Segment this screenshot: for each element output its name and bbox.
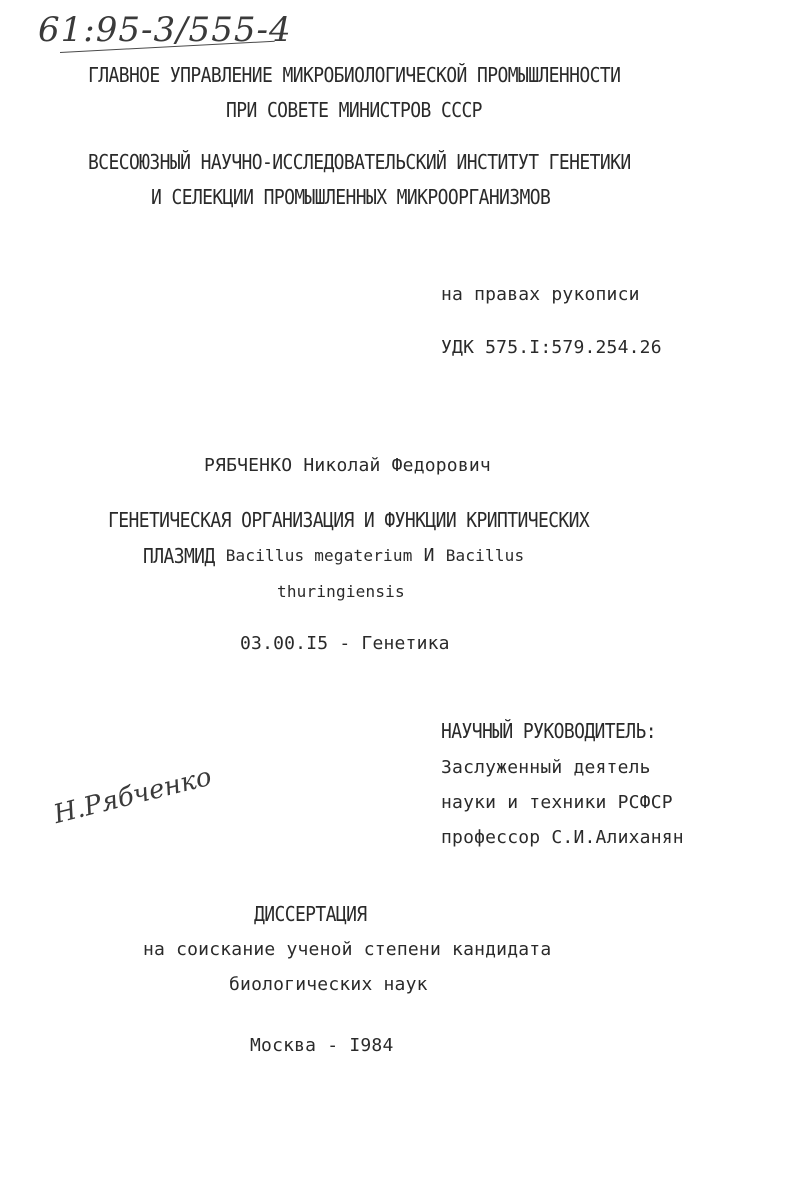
author-signature: Н.Рябченко	[50, 761, 215, 830]
ministry-line-2: ПРИ СОВЕТЕ МИНИСТРОВ СССР	[226, 99, 482, 123]
dissertation-line-1: на соискание ученой степени кандидата	[143, 939, 552, 960]
manuscript-note: на правах рукописи	[441, 284, 640, 305]
specialty-code: 03.00.I5 - Генетика	[240, 633, 450, 654]
title-plasmid-word: ПЛАЗМИД	[143, 545, 215, 569]
title-line-2	[143, 545, 524, 567]
title-line-3: thuringiensis	[277, 582, 405, 601]
dissertation-line-2: биологических наук	[229, 974, 428, 995]
supervisor-line-1: Заслуженный деятель	[441, 757, 651, 778]
supervisor-line-3: профессор С.И.Алиханян	[441, 827, 684, 848]
place-and-year: Москва - I984	[250, 1035, 394, 1056]
title-conjunction: И	[423, 545, 435, 566]
supervisor-heading: НАУЧНЫЙ РУКОВОДИТЕЛЬ:	[441, 720, 656, 744]
dissertation-heading: ДИССЕРТАЦИЯ	[254, 903, 367, 927]
ministry-line-1: ГЛАВНОЕ УПРАВЛЕНИЕ МИКРОБИОЛОГИЧЕСКОЙ ПРОМЫШЛЕННОСТИ	[88, 64, 621, 88]
title-species-megaterium: Bacillus megaterium	[225, 546, 413, 565]
title-line-1: ГЕНЕТИЧЕСКАЯ ОРГАНИЗАЦИЯ И ФУНКЦИИ КРИПТИЧЕСКИХ	[108, 509, 590, 533]
archive-number-handwritten: 61:95-3/555-4	[38, 10, 292, 50]
institute-line-1: ВСЕСОЮЗНЫЙ НАУЧНО-ИССЛЕДОВАТЕЛЬСКИЙ ИНСТИТУТ ГЕНЕТИКИ	[88, 151, 631, 175]
author-name: РЯБЧЕНКО Николай Федорович	[204, 455, 491, 476]
udc-code: УДК 575.I:579.254.26	[441, 337, 662, 358]
institute-line-2: И СЕЛЕКЦИИ ПРОМЫШЛЕННЫХ МИКРООРГАНИЗМОВ	[151, 186, 551, 210]
title-species-bacillus: Bacillus	[445, 546, 525, 565]
supervisor-line-2: науки и техники РСФСР	[441, 792, 673, 813]
